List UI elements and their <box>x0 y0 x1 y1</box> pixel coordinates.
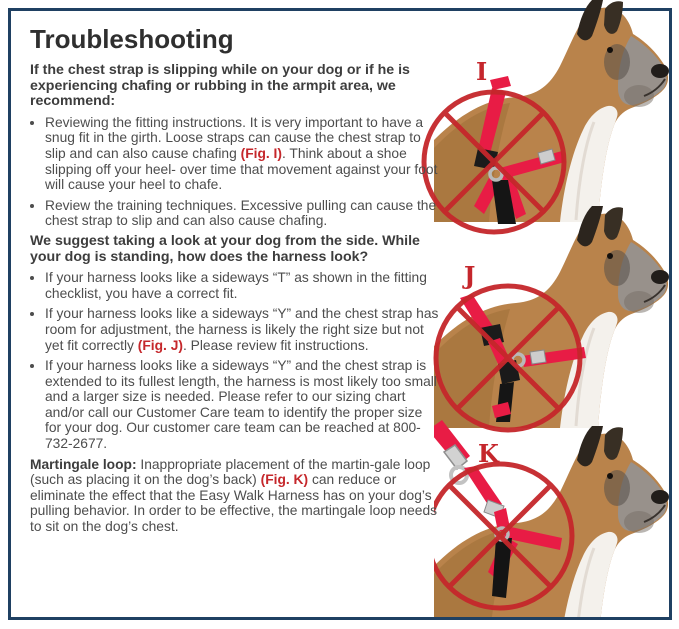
bullet-text: If your harness looks like a sideways “T” as shown in the fitting checklist, you have a correct fit. <box>45 270 427 301</box>
bullet-text: Reviewing the fitting instructions. It is very important to have a snug fit in the girth. Loose straps can cause the chest strap to slip and can also cause chafing <box>45 114 424 161</box>
page-title: Troubleshooting <box>30 24 234 54</box>
list-item <box>45 358 442 452</box>
figure-i <box>434 4 672 224</box>
fit-advice-list <box>30 115 442 229</box>
figure-label: J <box>464 261 476 290</box>
martingale-lead: Martingale loop: <box>30 456 137 472</box>
martingale-text: Inappropriate placement of the martin-gale loop (such as placing it on the dog’s back) <box>30 456 431 488</box>
figure-k <box>434 396 672 617</box>
text-column <box>30 24 442 540</box>
fig-ref-i: (Fig. I) <box>240 145 282 161</box>
list-item <box>45 306 442 353</box>
bullet-text: . Please review fit instructions. <box>182 337 369 353</box>
bullet-text: If your harness looks like a sideways “Y” and the chest strap is extended to its fullest length, the harness is most likely too small and a larger size is needed. Please refer to our sizing chart and/or call our Customer Care team to identify the proper size for your dog. Our customer care team can be reached at 800-732-2677. <box>45 358 437 452</box>
list-item <box>45 115 442 193</box>
list-item <box>45 270 442 301</box>
bullet-text: . Think about a shoe slipping off your heel- over time that movement against your foot will cause your heel to chafe. <box>45 145 438 193</box>
side-view-heading: We suggest taking a look at your dog from the side. While your dog is standing, how does the harness look? <box>30 232 420 265</box>
fig-ref-j: (Fig. J) <box>137 337 183 353</box>
figure-label: I <box>476 57 488 86</box>
fig-ref-k: (Fig. K) <box>260 472 309 488</box>
figure-label: K <box>478 439 499 468</box>
bullet-text: Review the training techniques. Excessive pulling can cause the chest strap to slip and can also cause chafing. <box>45 197 437 229</box>
bullet-text: If your harness looks like a sideways “Y” and the chest strap has room for adjustment, the harness is likely the right size but not yet fit correctly <box>45 306 439 353</box>
list-item <box>45 198 442 229</box>
harness-look-list <box>30 270 442 452</box>
martingale-text: can reduce or eliminate the effect that the Easy Walk Harness has on your dog’s pulling behavior. In order to be effective, the martingale loop needs to sit on the dog’s chest. <box>30 472 438 535</box>
intro-paragraph: If the chest strap is slipping while on your dog or if he is experiencing chafing or rubbing in the armpit area, we recommend: <box>30 62 410 110</box>
figure-j <box>434 202 672 424</box>
martingale-paragraph <box>30 457 442 535</box>
